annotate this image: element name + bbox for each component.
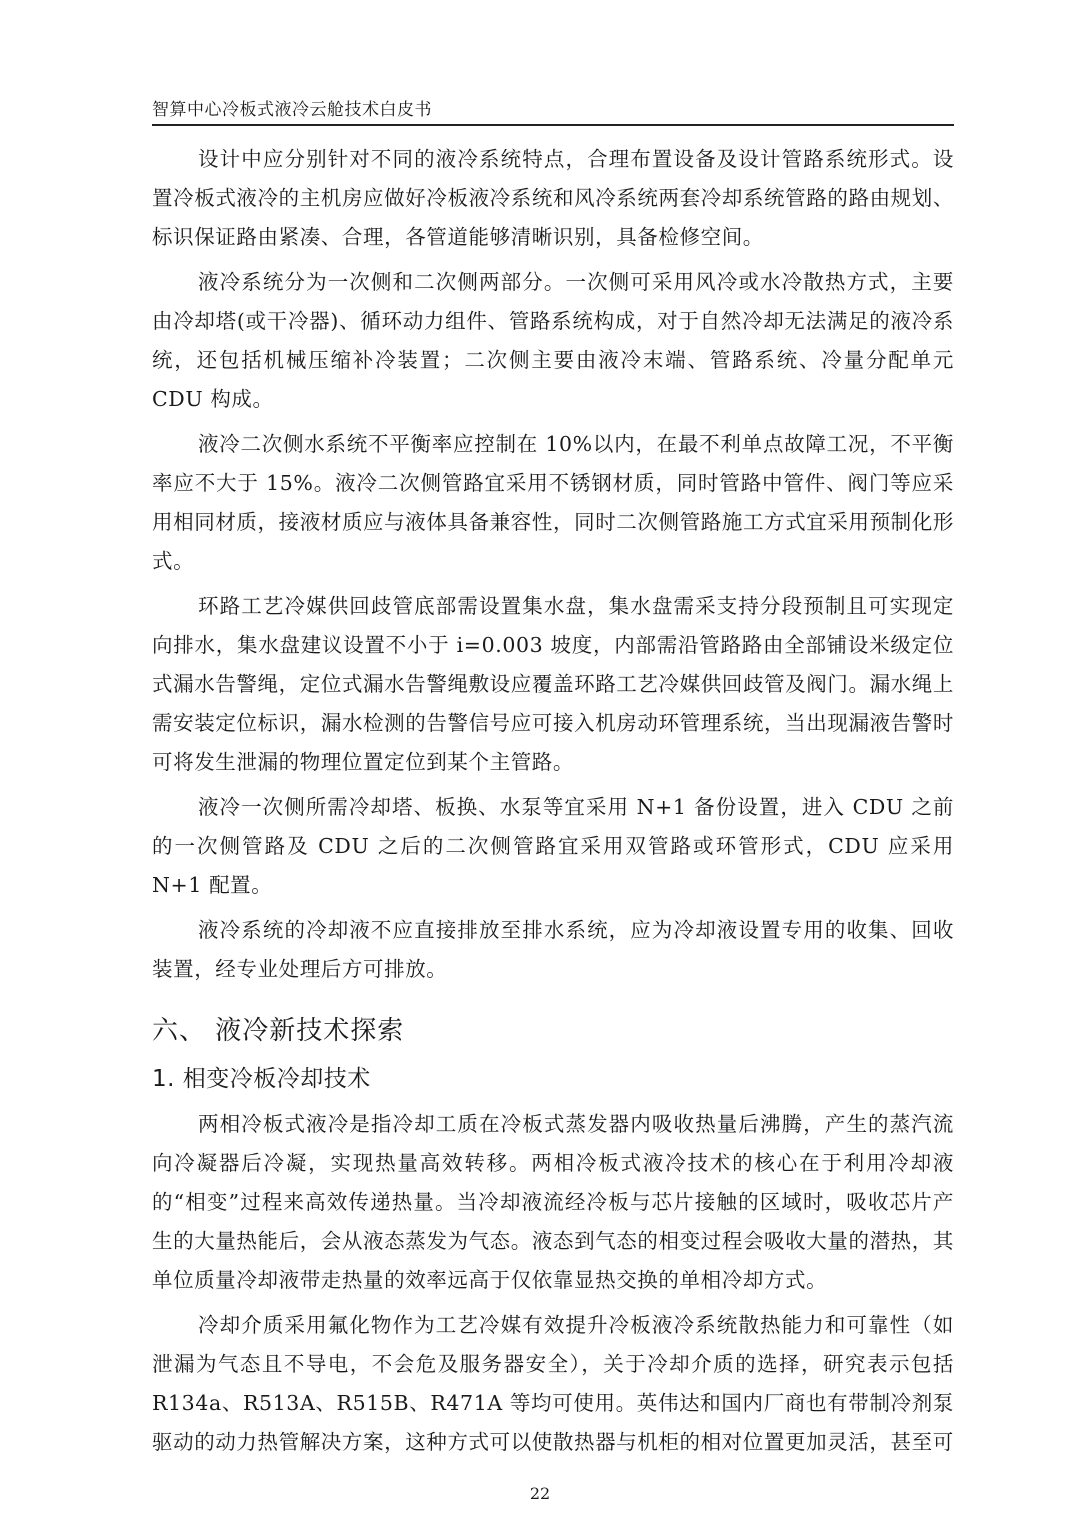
- page-number: 22: [529, 1484, 551, 1503]
- running-header: 智算中心冷板式液冷云舱技术白皮书: [152, 100, 432, 120]
- paragraph-3: 液冷二次侧水系统不平衡率应控制在 10%以内，在最不利单点故障工况，不平衡率应不大于 15%。液冷二次侧管路宜采用不锈钢材质，同时管路中管件、阀门等应采用相同材质，接液材质应与液体具备兼容性，同时二次侧管路施工方式宜采用预制化形式。: [152, 432, 954, 573]
- paragraph-7: 两相冷板式液冷是指冷却工质在冷板式蒸发器内吸收热量后沸腾，产生的蒸汽流向冷凝器后冷凝，实现热量高效转移。两相冷板式液冷技术的核心在于利用冷却液的“相变”过程来高效传递热量。当冷却液流经冷板与芯片接触的区域时，吸收芯片产生的大量热能后，会从液态蒸发为气态。液态到气态的相变过程会吸收大量的潜热，其单位质量冷却液带走热量的效率远高于仅依靠显热交换的单相冷却方式。: [152, 1112, 954, 1292]
- header-rule: [152, 124, 954, 126]
- paragraph-5: 液冷一次侧所需冷却塔、板换、水泵等宜采用 N+1 备份设置，进入 CDU 之前的一次侧管路及 CDU 之后的二次侧管路宜采用双管路或环管形式，CDU 应采用 N+1 配置。: [152, 795, 954, 897]
- paragraph-2: 液冷系统分为一次侧和二次侧两部分。一次侧可采用风冷或水冷散热方式，主要由冷却塔(或干冷器)、循环动力组件、管路系统构成，对于自然冷却无法满足的液冷系统，还包括机械压缩补冷装置；二次侧主要由液冷末端、管路系统、冷量分配单元 CDU 构成。: [152, 270, 954, 411]
- page-content: [152, 140, 954, 1468]
- paragraph-8: 冷却介质采用氟化物作为工艺冷媒有效提升冷板液冷系统散热能力和可靠性（如泄漏为气态且不导电，不会危及服务器安全），关于冷却介质的选择，研究表示包括 R134a、R513A、R515B、R471A 等均可使用。英伟达和国内厂商也有带制冷剂泵驱动的动力热管解决方案，这种方式可以使散热器与机柜的相对位置更加灵活，甚至可: [152, 1313, 954, 1454]
- section-heading: 六、 液冷新技术探索: [152, 1016, 405, 1046]
- paragraph-6: 液冷系统的冷却液不应直接排放至排水系统，应为冷却液设置专用的收集、回收装置，经专业处理后方可排放。: [152, 918, 954, 981]
- subsection-heading: 1. 相变冷板冷却技术: [152, 1066, 371, 1092]
- paragraph-1: 设计中应分别针对不同的液冷系统特点，合理布置设备及设计管路系统形式。设置冷板式液冷的主机房应做好冷板液冷系统和风冷系统两套冷却系统管路的路由规划、标识保证路由紧凑、合理，各管道能够清晰识别，具备检修空间。: [152, 147, 954, 249]
- paragraph-4: 环路工艺冷媒供回歧管底部需设置集水盘，集水盘需采支持分段预制且可实现定向排水，集水盘建议设置不小于 i=0.003 坡度，内部需沿管路路由全部铺设米级定位式漏水告警绳，定位式漏水告警绳敷设应覆盖环路工艺冷媒供回歧管及阀门。漏水绳上需安装定位标识，漏水检测的告警信号应可接入机房动环管理系统，当出现漏液告警时可将发生泄漏的物理位置定位到某个主管路。: [152, 594, 954, 774]
